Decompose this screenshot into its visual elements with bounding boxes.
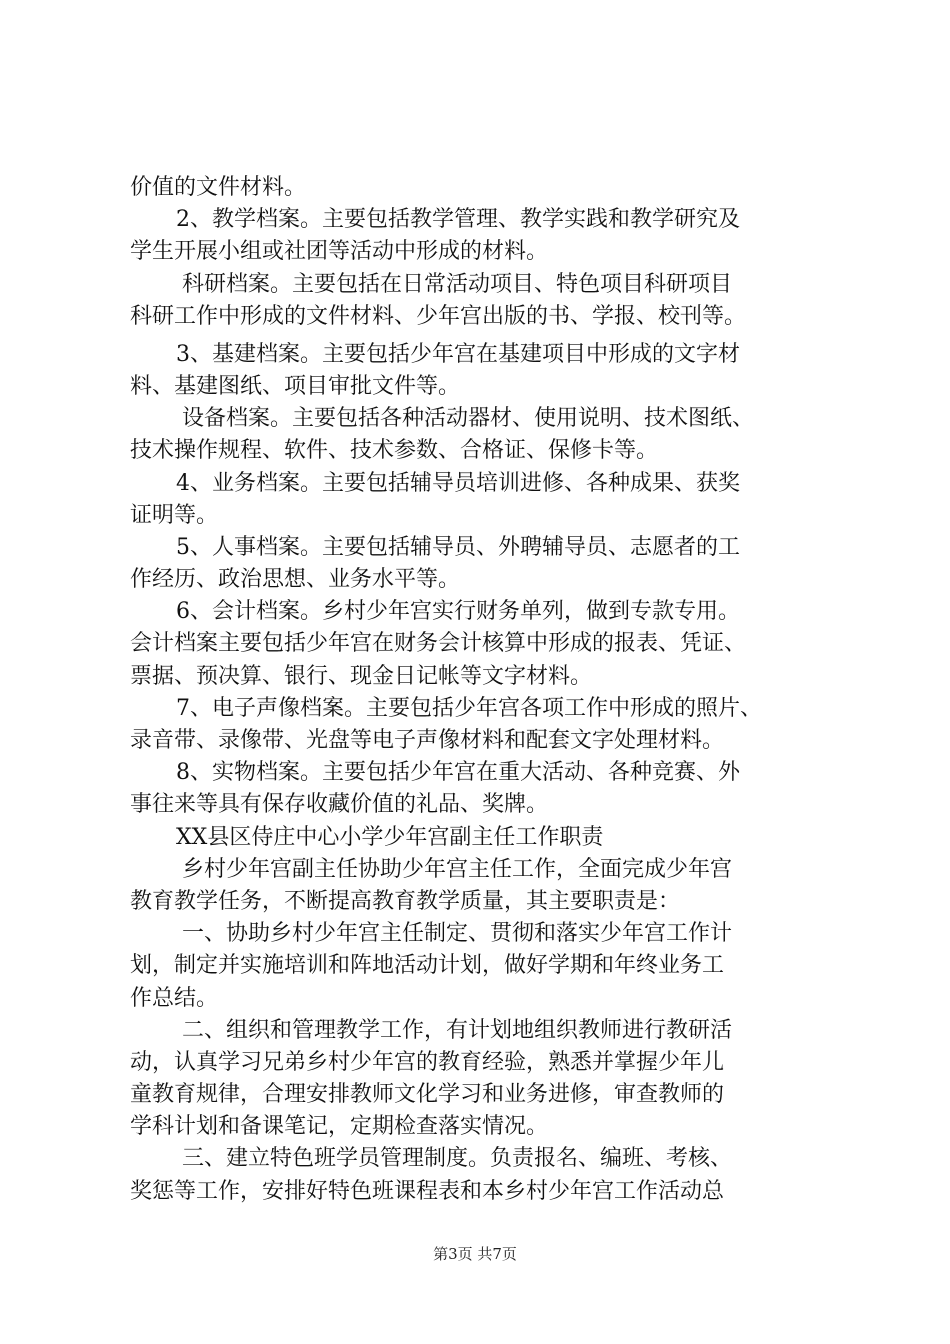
text-line: 三、建立特色班学员管理制度。负责报名、编班、考核、	[182, 1146, 733, 1172]
text-line: 2、教学档案。主要包括教学管理、教学实践和教学研究及	[176, 207, 740, 233]
section-heading: XX县区侍庄中心小学少年宫副主任工作职责	[176, 824, 604, 850]
text-line: 8、实物档案。主要包括少年宫在重大活动、各种竞赛、外	[176, 760, 740, 786]
document-body	[130, 172, 830, 1208]
text-line: 料、基建图纸、项目审批文件等。	[130, 373, 461, 399]
text-line: 设备档案。主要包括各种活动器材、使用说明、技术图纸、	[182, 406, 755, 432]
text-line: 6、会计档案。乡村少年宫实行财务单列，做到专款专用。	[176, 599, 740, 625]
text-line: 动，认真学习兄弟乡村少年宫的教育经验，熟悉并掌握少年儿	[130, 1049, 725, 1075]
text-line: 价值的文件材料。	[130, 175, 307, 200]
text-line: 证明等。	[130, 502, 219, 528]
text-line: 事往来等具有保存收藏价值的礼品、奖牌。	[130, 792, 549, 818]
text-line: 4、业务档案。主要包括辅导员培训进修、各种成果、获奖	[176, 470, 740, 496]
text-line: 乡村少年宫副主任协助少年宫主任工作，全面完成少年宫	[182, 856, 733, 882]
text-line: 学生开展小组或社团等活动中形成的材料。	[130, 239, 549, 265]
text-line: 二、组织和管理教学工作，有计划地组织教师进行教研活	[182, 1017, 733, 1043]
text-line: 技术操作规程、软件、技术参数、合格证、保修卡等。	[130, 438, 659, 464]
text-line: 3、基建档案。主要包括少年宫在基建项目中形成的文字材	[176, 341, 740, 367]
text-line: 作经历、政治思想、业务水平等。	[130, 567, 461, 593]
text-line: 划，制定并实施培训和阵地活动计划，做好学期和年终业务工	[130, 953, 725, 979]
text-line: 科研工作中形成的文件材料、少年宫出版的书、学报、校刊等。	[130, 303, 747, 329]
text-line: 一、协助乡村少年宫主任制定、贯彻和落实少年宫工作计	[182, 921, 733, 947]
text-line: 票据、预决算、银行、现金日记帐等文字材料。	[130, 663, 593, 689]
text-line: 5、人事档案。主要包括辅导员、外聘辅导员、志愿者的工	[176, 534, 740, 560]
text-line: 作总结。	[130, 985, 219, 1011]
text-line: 录音带、录像带、光盘等电子声像材料和配套文字处理材料。	[130, 728, 725, 753]
text-line: 童教育规律，合理安排教师文化学习和业务进修，审查教师的	[130, 1082, 725, 1108]
text-line: 会计档案主要包括少年宫在财务会计核算中形成的报表、凭证、	[130, 631, 747, 657]
text-line: 教育教学任务，不断提高教育教学质量，其主要职责是：	[130, 888, 681, 914]
text-line: 奖惩等工作，安排好特色班课程表和本乡村少年宫工作活动总	[130, 1178, 725, 1204]
page-footer: 第3页 共7页	[433, 1245, 517, 1263]
text-line: 学科计划和备课笔记，定期检查落实情况。	[130, 1114, 549, 1140]
text-line: 科研档案。主要包括在日常活动项目、特色项目科研项目	[182, 271, 733, 297]
text-line: 7、电子声像档案。主要包括少年宫各项工作中形成的照片、	[176, 695, 762, 721]
